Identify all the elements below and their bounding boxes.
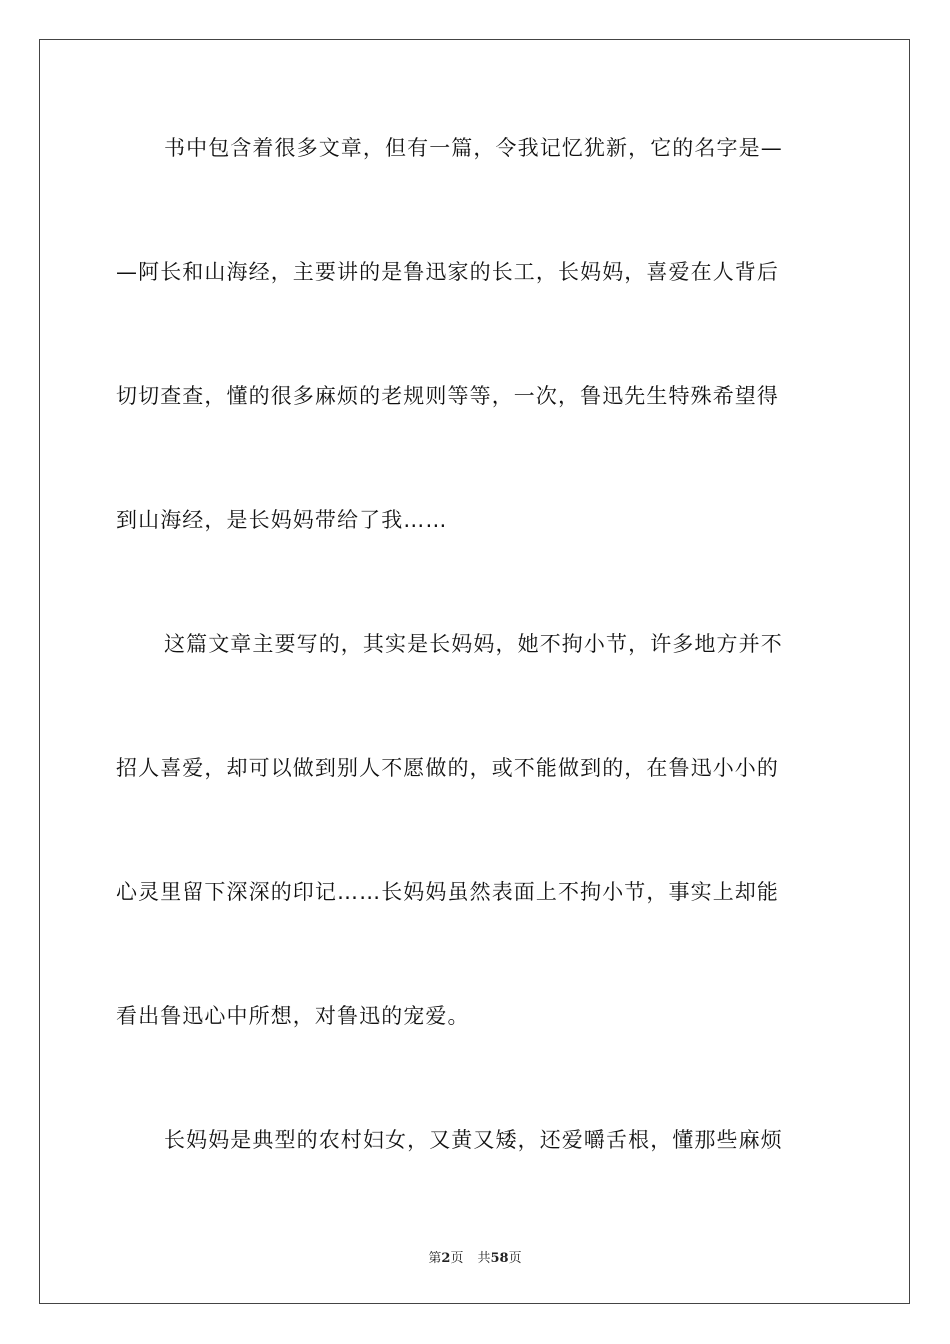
paragraph-3-line-1: 长妈妈是典型的农村妇女，又黄又矮，还爱嚼舌根，懂那些麻烦 (164, 1128, 783, 1152)
paragraph-2-line-3: 心灵里留下深深的印记……长妈妈虽然表面上不拘小节，事实上却能 (116, 880, 779, 904)
document-body (116, 124, 834, 1240)
page-footer (0, 1247, 950, 1266)
total-suffix: 页 (508, 1251, 522, 1266)
paragraph-1-line-4: 到山海经，是长妈妈带给了我…… (116, 508, 448, 532)
paragraph-2-line-1: 这篇文章主要写的，其实是长妈妈，她不拘小节，许多地方并不 (164, 632, 783, 656)
total-pages: 58 (490, 1251, 509, 1266)
paragraph-2-line-2: 招人喜爱，却可以做到别人不愿做的，或不能做到的，在鲁迅小小的 (116, 756, 779, 780)
total-prefix: 共 (477, 1251, 491, 1266)
paragraph-1-line-2: —阿长和山海经，主要讲的是鲁迅家的长工，长妈妈，喜爱在人背后 (116, 260, 779, 284)
paragraph-1-line-3: 切切查查，懂的很多麻烦的老规则等等，一次，鲁迅先生特殊希望得 (116, 384, 779, 408)
paragraph-1-line-1: 书中包含着很多文章，但有一篇，令我记忆犹新，它的名字是— (164, 136, 783, 160)
page-prefix: 第 (428, 1251, 442, 1266)
paragraph-2-line-4: 看出鲁迅心中所想，对鲁迅的宠爱。 (116, 1004, 470, 1028)
page-number: 2 (441, 1251, 451, 1266)
page-suffix: 页 (450, 1251, 464, 1266)
